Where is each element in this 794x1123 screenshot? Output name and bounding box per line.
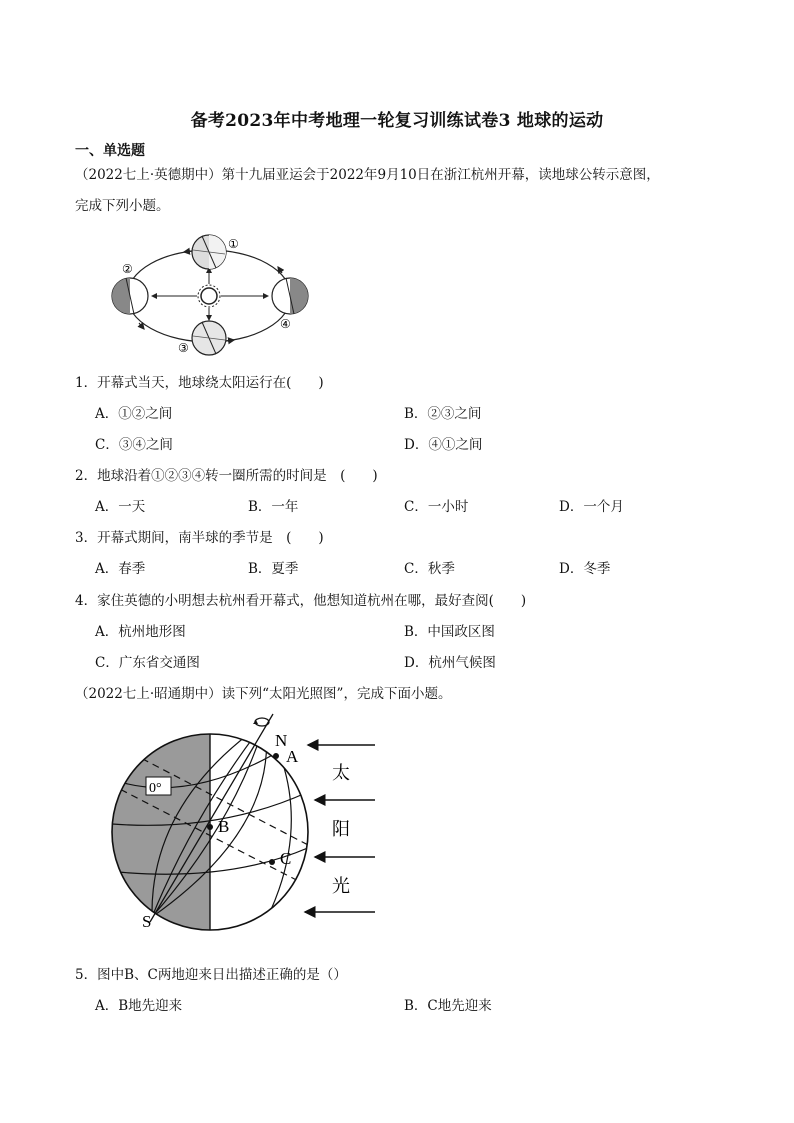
question-2-stem: 2．地球沿着①②③④转一圈所需的时间是 ( ) (75, 468, 378, 484)
question-2-option-c[interactable]: C．一小时 (404, 499, 469, 515)
south-pole-label: S (142, 912, 152, 931)
question-4-option-d[interactable]: D．杭州气候图 (404, 655, 496, 671)
page-title: 备考2023年中考地理一轮复习训练试卷3 地球的运动 (190, 111, 604, 131)
point-a-label: A (286, 747, 299, 766)
sun-icon (198, 285, 220, 307)
earth-position-2 (112, 278, 148, 314)
question-2-option-a[interactable]: A．一天 (95, 499, 146, 515)
question-5-option-b[interactable]: B．C地先迎来 (404, 998, 492, 1014)
question-1-option-a[interactable]: A．①②之间 (95, 406, 173, 422)
sunlight-globe-diagram (110, 712, 390, 932)
question-1-stem: 1．开幕式当天，地球绕太阳运行在( ) (75, 375, 324, 391)
meridian-label: 0° (149, 781, 162, 796)
sun-label-2: 阳 (332, 819, 350, 840)
orbit-label-1: ① (228, 237, 239, 251)
earth-position-1 (192, 235, 226, 269)
question-3-option-c[interactable]: C．秋季 (404, 561, 455, 577)
orbit-label-2: ② (122, 262, 133, 276)
earth-position-4 (272, 278, 308, 314)
intro-text-1: （2022七上·英德期中）第十九届亚运会于2022年9月10日在浙江杭州开幕，读地球公转示意图， (75, 167, 660, 183)
question-3-option-d[interactable]: D．冬季 (559, 561, 611, 577)
question-3-option-a[interactable]: A．春季 (95, 561, 146, 577)
intro-text-1-cont: 完成下列小题。 (75, 198, 170, 214)
sun-label-3: 光 (332, 876, 350, 897)
question-4-option-b[interactable]: B．中国政区图 (404, 624, 495, 640)
question-4-option-c[interactable]: C．广东省交通图 (95, 655, 200, 671)
orbit-label-4: ④ (280, 317, 291, 331)
question-4-option-a[interactable]: A．杭州地形图 (95, 624, 186, 640)
question-2-option-d[interactable]: D．一个月 (559, 499, 624, 515)
question-3-stem: 3．开幕式期间，南半球的季节是 ( ) (75, 530, 324, 546)
earth-position-3 (192, 321, 226, 355)
question-3-option-b[interactable]: B．夏季 (248, 561, 299, 577)
question-1-option-d[interactable]: D．④①之间 (404, 437, 483, 453)
point-b-label: B (218, 817, 230, 836)
question-5-stem: 5．图中B、C两地迎来日出描述正确的是（） (75, 967, 347, 983)
question-2-option-b[interactable]: B．一年 (248, 499, 299, 515)
section-heading: 一、单选题 (75, 143, 145, 159)
orbit-label-3: ③ (178, 341, 189, 355)
question-4-stem: 4．家住英德的小明想去杭州看开幕式，他想知道杭州在哪，最好查阅( ) (75, 593, 527, 609)
point-c-label: C (280, 849, 292, 868)
question-1-option-c[interactable]: C．③④之间 (95, 437, 173, 453)
question-1-option-b[interactable]: B．②③之间 (404, 406, 482, 422)
north-pole-label: N (275, 731, 288, 750)
question-5-option-a[interactable]: A．B地先迎来 (95, 998, 183, 1014)
intro-text-2: （2022七上·昭通期中）读下列“太阳光照图”，完成下面小题。 (75, 686, 452, 702)
orbit-diagram (104, 228, 320, 358)
sun-label-1: 太 (332, 763, 350, 784)
